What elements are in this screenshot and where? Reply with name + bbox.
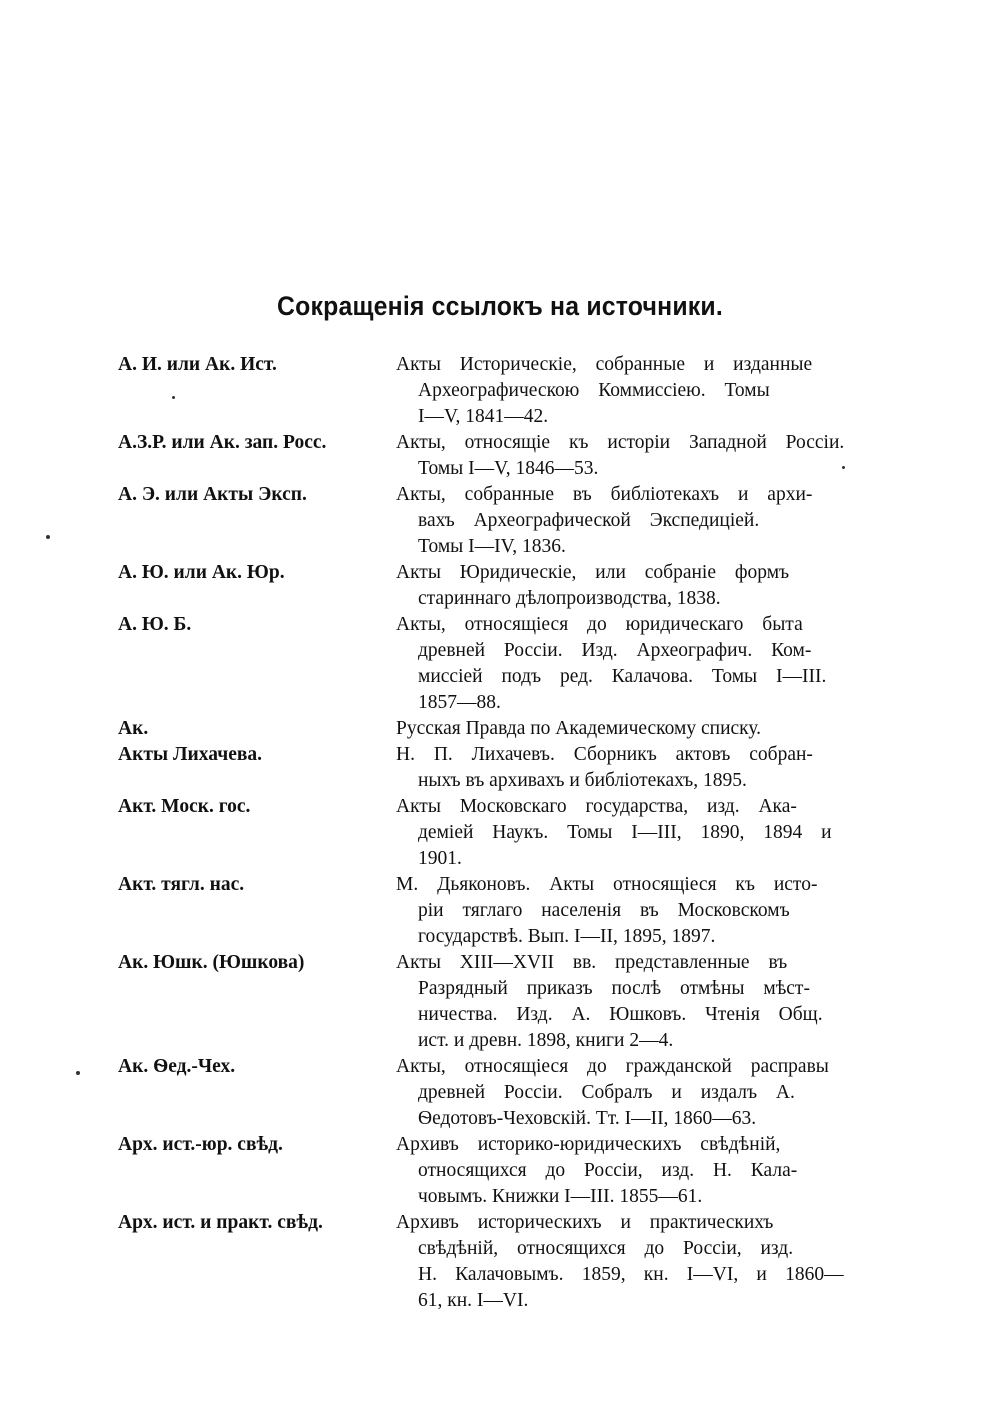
abbreviation-description xyxy=(396,872,868,950)
description-line: Архивъ историческихъ и практическихъ xyxy=(396,1212,774,1233)
abbreviation-term: Акт. Моск. гос. xyxy=(118,796,251,817)
scan-speck xyxy=(172,396,175,399)
abbreviation-description xyxy=(396,950,868,1054)
description-line: Разрядный приказъ послѣ отмѣны мѣст- xyxy=(418,978,810,999)
abbreviation-term: А. Э. или Акты Эксп. xyxy=(118,484,307,505)
abbreviation-description xyxy=(396,1210,868,1314)
description-line: Акты, относящіе къ исторіи Западной Россіи. xyxy=(396,432,845,453)
description-line: ист. и древн. 1898, книги 2—4. xyxy=(418,1030,674,1051)
abbreviation-entry xyxy=(118,1132,868,1210)
description-line: Акты Историческіе, собранные и изданные xyxy=(396,354,813,375)
description-line: Акты, собранные въ библіотекахъ и архи- xyxy=(396,484,813,505)
description-line: древней Россіи. Изд. Археографич. Ком- xyxy=(418,640,812,661)
abbreviation-description xyxy=(396,1054,868,1132)
description-line: Томы I—IV, 1836. xyxy=(418,536,566,557)
abbreviation-term: А. Ю. или Ак. Юр. xyxy=(118,562,285,583)
abbreviation-entry xyxy=(118,794,868,872)
description-line: стариннаго дѣлопроизводства, 1838. xyxy=(418,588,721,609)
abbreviation-list xyxy=(118,352,868,1314)
abbreviation-entry xyxy=(118,950,868,1054)
page-title: Сокращенія ссылокъ на источники. xyxy=(277,291,723,321)
description-line: Н. П. Лихачевъ. Сборникъ актовъ собран- xyxy=(396,744,813,765)
abbreviation-description xyxy=(396,716,868,742)
abbreviation-term: Ак. Юшк. (Юшкова) xyxy=(118,952,305,973)
description-line: Акты, относящіеся до юридическаго быта xyxy=(396,614,803,635)
abbreviation-term: Арх. ист.-юр. свѣд. xyxy=(118,1134,283,1155)
abbreviation-entry xyxy=(118,872,868,950)
description-line: Акты XIII—XVII вв. представленные въ xyxy=(396,952,788,973)
abbreviation-description xyxy=(396,560,868,612)
description-line: I—V, 1841—42. xyxy=(418,406,549,427)
abbreviation-term: Арх. ист. и практ. свѣд. xyxy=(118,1212,323,1233)
description-line: свѣдѣній, относящихся до Россіи, изд. xyxy=(418,1238,794,1259)
description-line: Акты Юридическіе, или собраніе формъ xyxy=(396,562,790,583)
scan-speck xyxy=(76,1071,80,1075)
description-line: 1857—88. xyxy=(418,692,501,713)
abbreviation-entry xyxy=(118,742,868,794)
description-line: М. Дьяконовъ. Акты относящіеся къ исто- xyxy=(396,874,818,895)
description-line: относящихся до Россіи, изд. Н. Кала- xyxy=(418,1160,798,1181)
description-line: государствѣ. Вып. I—II, 1895, 1897. xyxy=(418,926,716,947)
abbreviation-entry xyxy=(118,612,868,716)
description-line: ріи тяглаго населенія въ Московскомъ xyxy=(418,900,790,921)
description-line: Русская Правда по Академическому списку. xyxy=(396,718,762,739)
abbreviation-description xyxy=(396,430,868,482)
description-line: Н. Калачовымъ. 1859, кн. I—VI, и 1860— xyxy=(418,1264,844,1285)
description-line: Археографическою Коммиссіею. Томы xyxy=(418,380,770,401)
abbreviation-description xyxy=(396,482,868,560)
description-line: 1901. xyxy=(418,848,462,869)
abbreviation-description xyxy=(396,1132,868,1210)
description-line: човымъ. Книжки I—III. 1855—61. xyxy=(418,1186,703,1207)
abbreviation-term: Ак. Ѳед.-Чех. xyxy=(118,1056,236,1077)
description-line: 61, кн. I—VI. xyxy=(418,1290,529,1311)
abbreviation-term: Ак. xyxy=(118,718,149,739)
description-line: ничества. Изд. А. Юшковъ. Чтенія Общ. xyxy=(418,1004,823,1025)
abbreviation-term: Акт. тягл. нас. xyxy=(118,874,245,895)
abbreviation-description xyxy=(396,612,868,716)
abbreviation-entry xyxy=(118,1210,868,1314)
description-line: Акты Московскаго государства, изд. Ака- xyxy=(396,796,797,817)
scan-speck xyxy=(46,535,50,539)
description-line: Томы I—V, 1846—53. xyxy=(418,458,599,479)
abbreviation-term: А. Ю. Б. xyxy=(118,614,192,635)
abbreviation-entry xyxy=(118,352,868,430)
abbreviation-entry xyxy=(118,482,868,560)
description-line: Акты, относящіеся до гражданской расправы xyxy=(396,1056,829,1077)
description-line: миссіей подъ ред. Калачова. Томы I—III. xyxy=(418,666,827,687)
abbreviation-entry xyxy=(118,716,868,742)
description-line: вахъ Археографической Экспедиціей. xyxy=(418,510,760,531)
abbreviation-term: Акты Лихачева. xyxy=(118,744,263,765)
abbreviation-entry xyxy=(118,1054,868,1132)
abbreviation-description xyxy=(396,742,868,794)
description-line: деміей Наукъ. Томы I—III, 1890, 1894 и xyxy=(418,822,832,843)
description-line: Ѳедотовъ-Чеховскій. Тт. I—II, 1860—63. xyxy=(418,1108,757,1129)
abbreviation-entry xyxy=(118,430,868,482)
abbreviation-description xyxy=(396,794,868,872)
abbreviation-description xyxy=(396,352,868,430)
description-line: ныхъ въ архивахъ и библіотекахъ, 1895. xyxy=(418,770,747,791)
abbreviation-entry xyxy=(118,560,868,612)
description-line: древней Россіи. Собралъ и издалъ А. xyxy=(418,1082,795,1103)
abbreviation-term: А.З.Р. или Ак. зап. Росс. xyxy=(118,432,327,453)
description-line: Архивъ историко-юридическихъ свѣдѣній, xyxy=(396,1134,781,1155)
abbreviation-term: А. И. или Ак. Ист. xyxy=(118,354,277,375)
scan-speck xyxy=(842,466,845,469)
